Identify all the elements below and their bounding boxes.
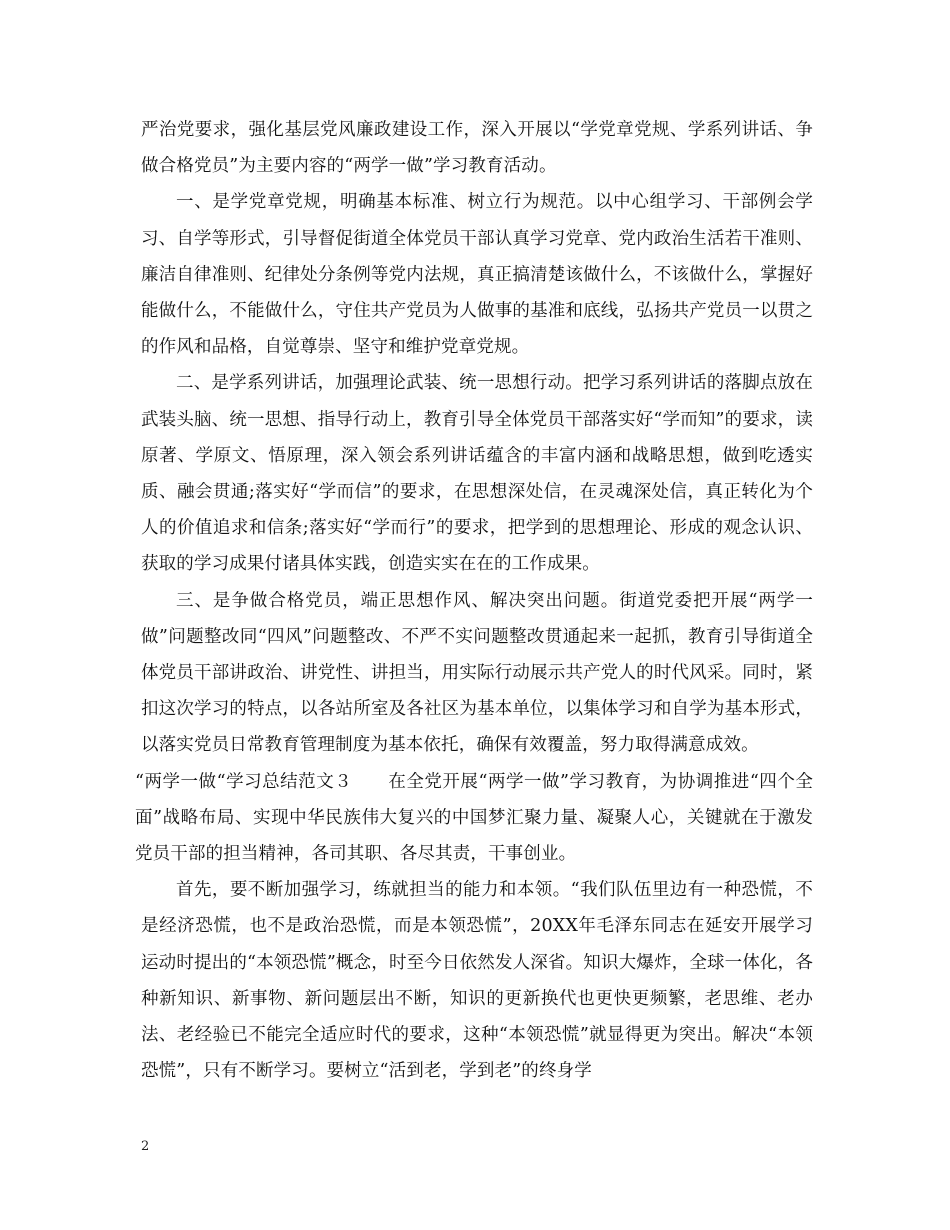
paragraph-strengthen-learning: 首先，要不断加强学习，练就担当的能力和本领。“我们队伍里边有一种恐慌，不是经济恐慌，也不是政治恐慌，而是本领恐慌”，20XX年毛泽东同志在延安开展学习运动时提出的“本领恐慌”概念，时至今日依然发人深省。知识大爆炸，全球一体化，各种新知识、新事物、新问题层出不断，知识的更新换代也更快更频繁，老思维、老办法、老经验已不能完全适应时代的要求，这种“本领恐慌”就显得更为突出。解决“本领恐慌”，只有不断学习。要树立“活到老，学到老”的终身学 <box>141 880 813 1082</box>
paragraph-qualified-members: 三、是争做合格党员，端正思想作风、解决突出问题。街道党委把开展“两学一做”问题整改同“四风”问题整改、不严不实问题整改贯通起来一起抓，教育引导街道全体党员干部讲政治、讲党性、讲担当，用实际行动展示共产党人的时代风采。同时，紧扣这次学习的特点，以各站所室及各社区为基本单位，以集体学习和自学为基本形式，以落实党员日常教育管理制度为基本依托，确保有效覆盖，努力取得满意成效。 <box>141 590 813 756</box>
paragraph-study-speeches: 二、是学系列讲话，加强理论武装、统一思想行动。把学习系列讲话的落脚点放在武装头脑、统一思想、指导行动上，教育引导全体党员干部落实好“学而知”的要求，读原著、学原文、悟原理，深入领会系列讲话蕴含的丰富内涵和战略思想，做到吃透实质、融会贯通;落实好“学而信”的要求，在思想深处信，在灵魂深处信，真正转化为个人的价值追求和信条;落实好“学而行”的要求，把学到的思想理论、形成的观念认识、获取的学习成果付诸具体实践，创造实实在在的工作成果。 <box>141 373 813 575</box>
page-number: 2 <box>141 1139 150 1154</box>
paragraph-continuation: 严治党要求，强化基层党风廉政建设工作，深入开展以“学党章党规、学系列讲话、争做合格党员”为主要内容的“两学一做”学习教育活动。 <box>141 120 813 177</box>
paragraph-sample-essay-3: “两学一做“学习总结范文３ 在全党开展“两学一做”学习教育，为协调推进“四个全面”战略布局、实现中华民族伟大复兴的中国梦汇聚力量、凝聚人心，关键就在于激发党员干部的担当精神，各司其职、各尽其责，干事创业。 <box>135 771 813 865</box>
document-body <box>135 112 813 1089</box>
paragraph-study-party-constitution: 一、是学党章党规，明确基本标准、树立行为规范。以中心组学习、干部例会学习、自学等形式，引导督促街道全体党员干部认真学习党章、党内政治生活若干准则、廉洁自律准则、纪律处分条例等党内法规，真正搞清楚该做什么，不该做什么，掌握好能做什么，不能做什么，守住共产党员为人做事的基准和底线，弘扬共产党员一以贯之的作风和品格，自觉尊崇、坚守和维护党章党规。 <box>141 192 813 358</box>
